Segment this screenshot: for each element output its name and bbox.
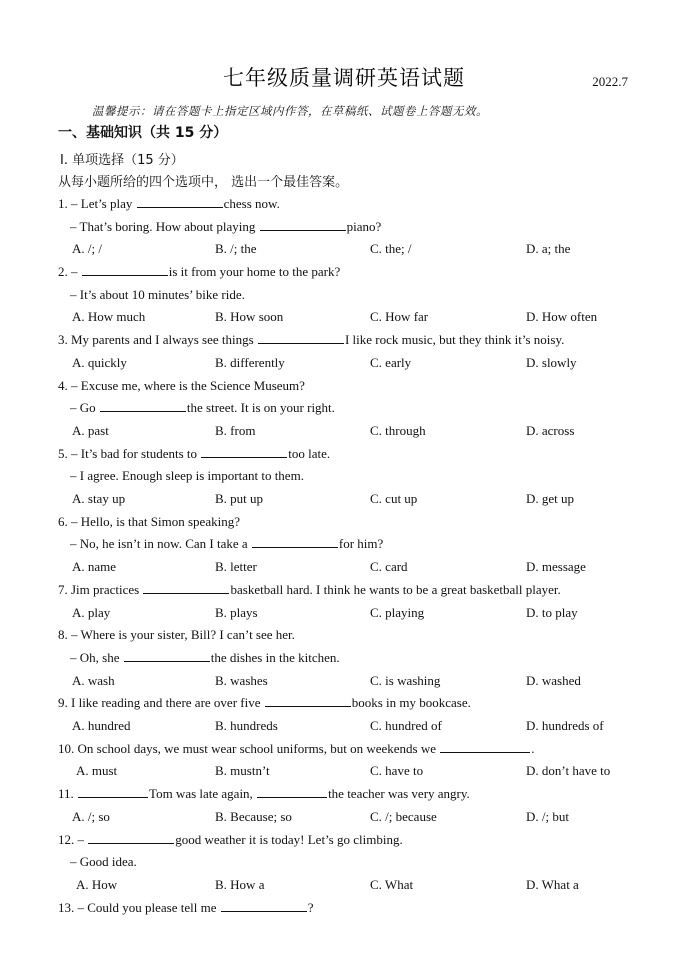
question-text: 7. Jim practices [58,581,143,597]
option-d[interactable]: D. to play [526,604,578,620]
answer-blank[interactable] [265,693,351,707]
question-1 [58,193,658,261]
question-line [58,783,658,806]
option-d[interactable]: D. What a [526,876,579,892]
question-text: 4. – Excuse me, where is the Science Museum? [58,377,305,393]
option-row [58,760,658,783]
question-12 [58,829,658,897]
answer-blank[interactable] [257,784,327,798]
question-line [58,375,658,398]
option-b[interactable]: B. How soon [215,309,284,325]
question-text: is it from your home to the park? [168,264,341,280]
question-text: good weather it is today! Let’s go climbing. [175,831,403,847]
option-b[interactable]: B. Because; so [215,808,292,824]
question-5 [58,443,658,511]
question-13 [58,897,658,920]
option-d[interactable]: D. How often [526,309,598,325]
answer-blank[interactable] [143,580,229,594]
option-row [58,420,658,443]
question-text: basketball hard. I think he wants to be a great basketball player. [230,581,561,597]
question-text: books in my bookcase. [351,695,471,711]
answer-blank[interactable] [260,217,346,231]
question-text: the teacher was very angry. [328,786,470,802]
option-c[interactable]: C. early [370,354,412,370]
option-d[interactable]: D. hundreds of [526,718,604,734]
answer-blank[interactable] [124,648,210,662]
option-d[interactable]: D. slowly [526,354,577,370]
question-text: 10. On school days, we must wear school uniforms, but on weekends we [58,740,440,756]
answer-blank[interactable] [137,194,223,208]
option-a[interactable]: A. hundred [72,718,131,734]
option-b[interactable]: B. differently [215,354,285,370]
question-line [58,511,658,534]
option-c[interactable]: C. is washing [370,672,441,688]
option-b[interactable]: B. from [215,422,256,438]
answer-blank[interactable] [440,739,530,753]
option-a[interactable]: A. play [72,604,111,620]
question-line [58,624,658,647]
option-c[interactable]: C. How far [370,309,429,325]
option-d[interactable]: D. get up [526,491,575,507]
option-c[interactable]: C. through [370,422,426,438]
option-b[interactable]: B. mustn’t [215,763,270,779]
question-text: . [531,740,535,756]
question-text: the street. It is on your right. [186,400,335,416]
option-a[interactable]: A. /; so [72,808,110,824]
option-b[interactable]: B. letter [215,559,257,575]
option-row [58,806,658,829]
warm-tip: 温馨提示：请在答题卡上指定区域内作答，在草稿纸、试题卷上答题无效。 [92,104,488,118]
question-text: for him? [338,536,384,552]
question-text: – I agree. Enough sleep is important to them. [70,468,304,484]
option-a[interactable]: A. name [72,559,117,575]
question-line [58,443,658,466]
question-text: I like rock music, but they think it’s noisy. [344,332,565,348]
question-3 [58,329,658,374]
question-6 [58,511,658,579]
question-line [58,284,658,307]
question-text: the dishes in the kitchen. [210,649,340,665]
option-b[interactable]: B. plays [215,604,258,620]
option-row [58,670,658,693]
option-c[interactable]: C. the; / [370,241,412,257]
option-c[interactable]: C. hundred of [370,718,442,734]
question-line [58,193,658,216]
option-a[interactable]: A. How much [72,309,146,325]
option-a[interactable]: A. wash [72,672,115,688]
section-title: 一、基础知识（共 15 分） [58,125,228,141]
option-row [58,238,658,261]
question-line [58,647,658,670]
question-text: 1. – Let’s play [58,196,136,211]
option-row [58,715,658,738]
question-text: – It’s about 10 minutes’ bike ride. [70,286,245,302]
question-text: – No, he isn’t in now. Can I take a [70,536,251,552]
option-b[interactable]: B. put up [215,491,264,507]
question-line [58,533,658,556]
question-line [58,579,658,602]
answer-blank[interactable] [221,898,307,912]
option-row [58,602,658,625]
question-11 [58,783,658,828]
option-b[interactable]: B. How a [215,876,265,892]
option-c[interactable]: C. card [370,559,408,575]
answer-blank[interactable] [258,330,344,344]
option-row [58,874,658,897]
answer-blank[interactable] [100,398,186,412]
question-line [58,738,658,761]
option-b[interactable]: B. /; the [215,241,257,257]
question-text: 2. – [58,264,81,280]
answer-blank[interactable] [88,830,174,844]
option-d[interactable]: D. /; but [526,808,569,824]
option-d[interactable]: D. message [526,559,586,575]
question-10 [58,738,658,783]
question-text: 9. I like reading and there are over five [58,695,264,711]
question-line [58,851,658,874]
option-d[interactable]: D. don’t have to [526,763,611,779]
question-line [58,261,658,284]
option-a[interactable]: A. past [72,422,109,438]
question-text: too late. [288,445,331,461]
question-text: 5. – It’s bad for students to [58,445,201,461]
option-row [58,306,658,329]
question-4 [58,375,658,443]
option-d[interactable]: D. a; the [526,241,571,257]
option-b[interactable]: B. washes [215,672,268,688]
question-text: chess now. [223,196,280,211]
option-c[interactable]: C. have to [370,763,424,779]
option-c[interactable]: C. playing [370,604,425,620]
question-text: 8. – Where is your sister, Bill? I can’t see her. [58,627,295,643]
subsection-title: Ⅰ. 单项选择（15 分） [60,153,184,168]
option-a[interactable]: A. stay up [72,491,126,507]
exam-title: 七年级质量调研英语试题 [223,66,465,90]
question-text: piano? [346,218,382,234]
question-line [58,329,658,352]
answer-blank[interactable] [78,784,148,798]
question-text: – Oh, she [70,649,123,665]
question-line [58,465,658,488]
question-text: Tom was late again, [149,786,257,802]
option-a[interactable]: A. /; / [72,241,102,257]
question-line [58,692,658,715]
option-b[interactable]: B. hundreds [215,718,278,734]
option-c[interactable]: C. cut up [370,491,418,507]
option-a[interactable]: A. How [76,876,118,892]
option-row [58,352,658,375]
question-line [58,897,658,920]
question-text: 12. – [58,831,88,847]
option-a[interactable]: A. quickly [72,354,127,370]
question-line [58,829,658,852]
option-c[interactable]: C. /; because [370,808,437,824]
question-text: 3. My parents and I always see things [58,332,257,348]
option-row [58,556,658,579]
question-text: 6. – Hello, is that Simon speaking? [58,513,240,529]
question-text: ? [307,899,314,915]
question-text: 13. – Could you please tell me [58,899,220,915]
option-d[interactable]: D. washed [526,672,581,688]
answer-blank[interactable] [201,444,287,458]
option-a[interactable]: A. must [76,763,118,779]
question-text: – Good idea. [70,854,137,870]
answer-blank[interactable] [82,262,168,276]
question-9 [58,692,658,737]
question-line [58,397,658,420]
instruction-text: 从每小题所给的四个选项中， 选出一个最佳答案。 [58,175,349,190]
question-text: – That’s boring. How about playing [70,218,259,234]
question-text: 11. [58,786,78,802]
option-c[interactable]: C. What [370,876,414,892]
answer-blank[interactable] [252,534,338,548]
option-row [58,488,658,511]
question-text: – Go [70,400,99,416]
option-d[interactable]: D. across [526,422,575,438]
question-2 [58,261,658,329]
exam-date: 2022.7 [592,74,628,89]
question-line [58,216,658,239]
question-8 [58,624,658,692]
question-7 [58,579,658,624]
